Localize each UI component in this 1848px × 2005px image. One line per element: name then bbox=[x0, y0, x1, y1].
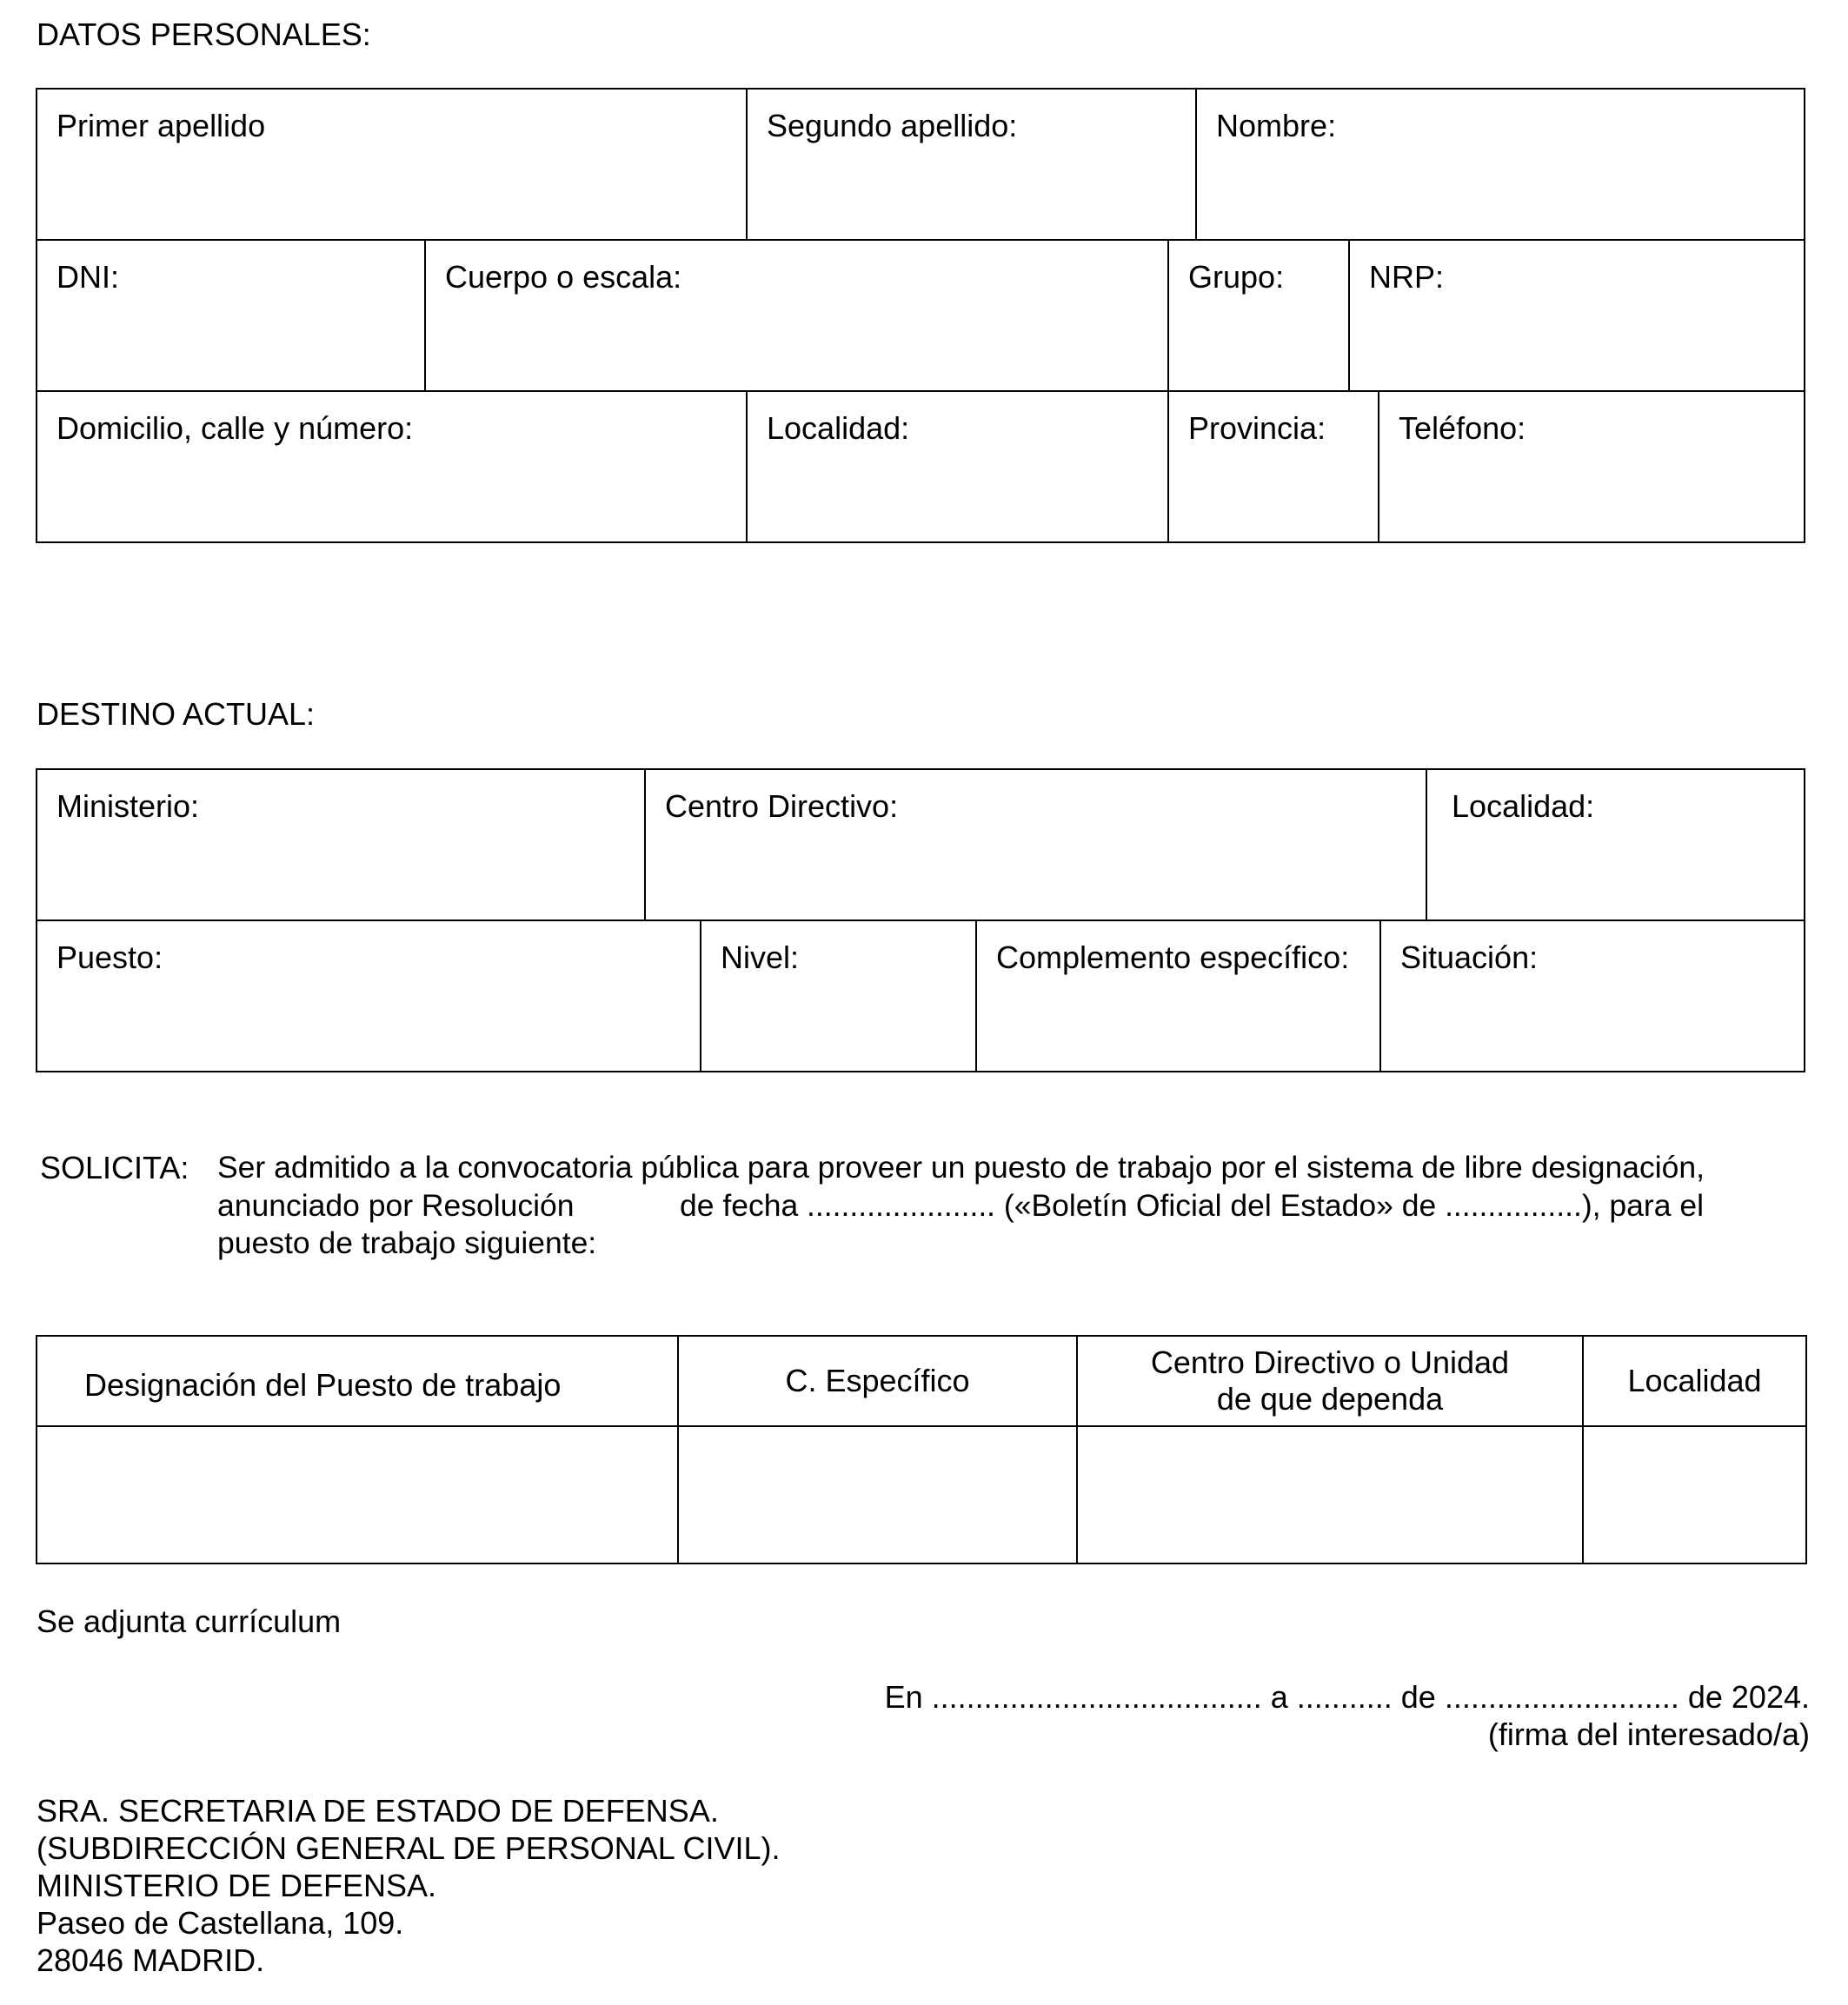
field-label: Situación: bbox=[1400, 939, 1539, 975]
solicita-line-2a: anunciado por Resolución bbox=[217, 1188, 575, 1223]
cell-centro-directivo[interactable] bbox=[1077, 1426, 1583, 1564]
address-line: (SUBDIRECCIÓN GENERAL DE PERSONAL CIVIL). bbox=[37, 1830, 781, 1866]
header-label: Localidad bbox=[1627, 1362, 1762, 1398]
datos-personales-title: DATOS PERSONALES: bbox=[37, 17, 371, 52]
address-line: Paseo de Castellana, 109. bbox=[37, 1905, 404, 1941]
field-nivel[interactable] bbox=[701, 920, 976, 1072]
firma-lugar-fecha: En ...................................... a ........... de ........................... de 2024. bbox=[884, 1679, 1810, 1715]
solicita-line-3: puesto de trabajo siguiente: bbox=[217, 1225, 597, 1260]
solicita-label: SOLICITA: bbox=[40, 1150, 189, 1185]
field-label: DNI: bbox=[57, 259, 119, 295]
field-label: Complemento específico: bbox=[996, 939, 1350, 975]
field-label: Teléfono: bbox=[1399, 410, 1526, 446]
field-label: Localidad: bbox=[767, 410, 910, 446]
field-domicilio[interactable] bbox=[37, 391, 747, 542]
datos-personales-table bbox=[36, 88, 1805, 543]
destinatario-address bbox=[37, 1792, 781, 1979]
solicita-line-1: Ser admitido a la convocatoria pública para proveer un puesto de trabajo por el sistema de libre designación, bbox=[217, 1150, 1705, 1185]
header-c-especifico bbox=[678, 1336, 1077, 1426]
address-line: SRA. SECRETARIA DE ESTADO DE DEFENSA. bbox=[37, 1793, 719, 1829]
field-centro-directivo[interactable] bbox=[645, 769, 1426, 920]
field-label: Segundo apellido: bbox=[767, 108, 1018, 143]
field-segundo-apellido[interactable] bbox=[747, 89, 1196, 240]
cell-localidad[interactable] bbox=[1583, 1426, 1806, 1564]
field-label: Cuerpo o escala: bbox=[445, 259, 682, 295]
field-grupo[interactable] bbox=[1168, 240, 1349, 391]
field-primer-apellido[interactable] bbox=[37, 89, 747, 240]
header-label: de que dependa bbox=[1216, 1381, 1444, 1417]
address-line: 28046 MADRID. bbox=[37, 1942, 265, 1978]
field-label: Grupo: bbox=[1188, 259, 1285, 295]
field-nrp[interactable] bbox=[1349, 240, 1805, 391]
field-situacion[interactable] bbox=[1380, 920, 1805, 1072]
field-complemento-especifico[interactable] bbox=[976, 920, 1380, 1072]
field-label: Domicilio, calle y número: bbox=[57, 410, 414, 446]
destino-actual-title: DESTINO ACTUAL: bbox=[37, 696, 316, 732]
adjunta-curriculum: Se adjunta currículum bbox=[37, 1603, 342, 1639]
field-label: Nombre: bbox=[1216, 108, 1337, 143]
cell-c-especifico[interactable] bbox=[678, 1426, 1077, 1564]
field-nombre[interactable] bbox=[1196, 89, 1805, 240]
header-designacion bbox=[37, 1336, 678, 1426]
address-line: MINISTERIO DE DEFENSA. bbox=[37, 1868, 437, 1903]
firma-caption: (firma del interesado/a) bbox=[1487, 1716, 1810, 1752]
field-label: Ministerio: bbox=[57, 788, 200, 824]
field-dni[interactable] bbox=[37, 240, 425, 391]
field-label: NRP: bbox=[1369, 259, 1445, 295]
header-label: Designación del Puesto de trabajo bbox=[84, 1366, 562, 1403]
field-localidad-destino[interactable] bbox=[1426, 769, 1805, 920]
field-cuerpo-escala[interactable] bbox=[425, 240, 1168, 391]
field-provincia[interactable] bbox=[1168, 391, 1379, 542]
puesto-solicitado-table bbox=[36, 1335, 1807, 1564]
header-label: C. Específico bbox=[785, 1362, 970, 1398]
field-puesto[interactable] bbox=[37, 920, 701, 1072]
header-localidad bbox=[1583, 1336, 1806, 1426]
header-label: Centro Directivo o Unidad bbox=[1150, 1344, 1510, 1380]
field-label: Provincia: bbox=[1188, 410, 1326, 446]
destino-actual-table bbox=[36, 768, 1805, 1072]
field-label: Primer apellido bbox=[57, 108, 266, 143]
field-telefono[interactable] bbox=[1379, 391, 1805, 542]
field-label: Localidad: bbox=[1452, 788, 1595, 824]
header-centro-directivo bbox=[1077, 1336, 1583, 1426]
cell-designacion[interactable] bbox=[37, 1426, 678, 1564]
solicita-line-2b: de fecha ...................... («Boletín Oficial del Estado» de ................), para el bbox=[680, 1188, 1704, 1223]
field-ministerio[interactable] bbox=[37, 769, 645, 920]
field-localidad[interactable] bbox=[747, 391, 1168, 542]
field-label: Nivel: bbox=[721, 939, 800, 975]
field-label: Puesto: bbox=[57, 939, 163, 975]
field-label: Centro Directivo: bbox=[665, 788, 899, 824]
